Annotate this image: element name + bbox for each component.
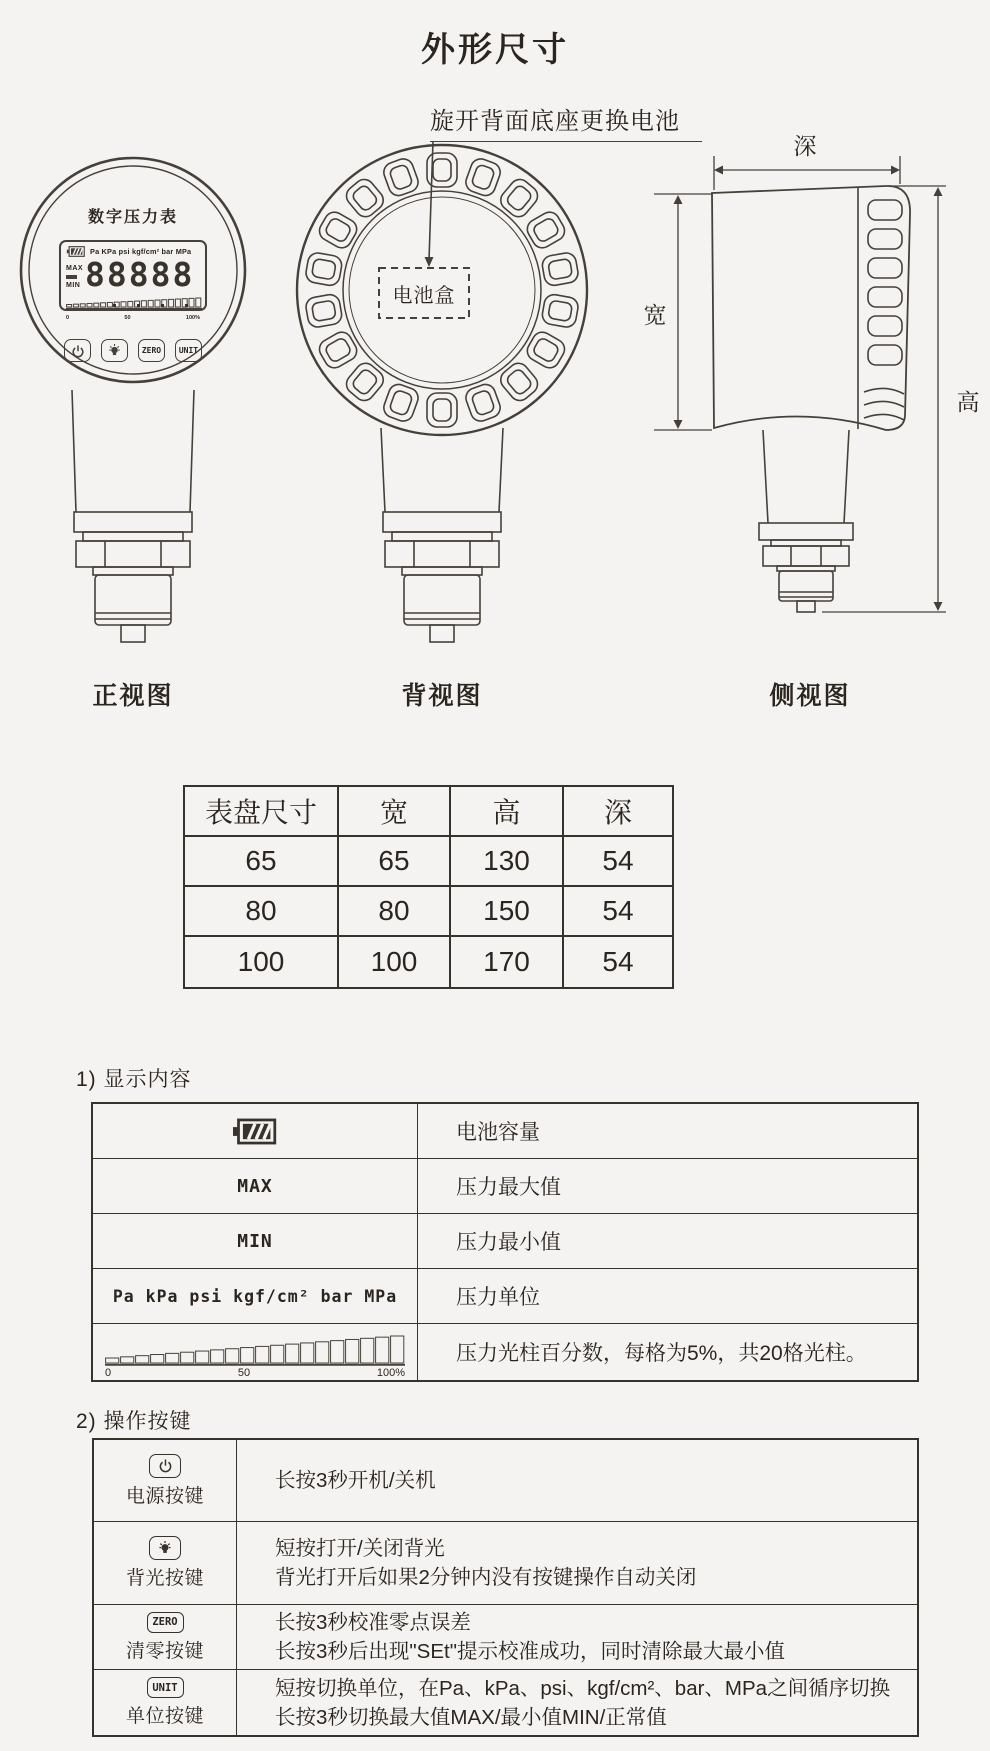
key-desc-cell — [237, 1440, 917, 1522]
section2-heading: 2) 操作按键 — [76, 1410, 192, 1433]
battery-leader-line — [429, 141, 433, 260]
lcd-min-label: MIN — [66, 282, 81, 290]
size-table-cell: 54 — [564, 837, 672, 887]
desc-line: 背光打开后如果2分钟内没有按键操作自动关闭 — [275, 1566, 697, 1589]
size-table — [183, 785, 674, 989]
lcd-minus-sign — [66, 275, 77, 279]
key-desc-cell — [237, 1522, 917, 1605]
lcd-digits: 88888 — [85, 255, 195, 294]
size-table-cell: 65 — [339, 837, 451, 887]
size-table-cell: 130 — [451, 837, 564, 887]
size-table-cell: 65 — [185, 837, 339, 887]
bar-scale-50: 50 — [237, 1366, 251, 1379]
bar-graph-symbol-cell — [93, 1324, 418, 1380]
battery-icon — [233, 1118, 277, 1145]
backlight-key-cell — [94, 1522, 237, 1605]
desc-cell: 压力最大值 — [418, 1159, 917, 1214]
key-name: 清零按键 — [125, 1640, 204, 1662]
dimension-lines — [654, 156, 946, 612]
lcd-decimal-point — [113, 304, 116, 307]
size-table-cell: 54 — [602, 946, 634, 977]
power-icon — [71, 344, 85, 358]
desc-line: 长按3秒校准零点误差 — [275, 1611, 471, 1634]
desc-cell: 电池容量 — [418, 1104, 917, 1159]
lcd-bar-graph — [66, 296, 202, 310]
desc-line: 长按3秒切换最大值MAX/最小值MIN/正常值 — [275, 1705, 667, 1729]
size-table-cell: 150 — [451, 887, 564, 937]
backlight-icon — [108, 343, 121, 358]
desc-cell: 压力最小值 — [418, 1214, 917, 1269]
bar-scale-0: 0 — [105, 1366, 112, 1379]
display-content-table — [91, 1102, 919, 1382]
power-key-pill — [149, 1454, 181, 1478]
key-name: 背光按键 — [125, 1568, 204, 1589]
section1-heading: 1) 显示内容 — [76, 1068, 192, 1091]
lcd-decimal-point — [161, 304, 164, 307]
lcd-decimal-point — [185, 304, 188, 307]
operation-keys-table — [92, 1438, 919, 1737]
size-table-header-cell: 高 — [451, 787, 564, 837]
side-view-drawing — [712, 186, 910, 612]
lcd-units: Pa KPa psi kgf/cm² bar MPa — [90, 247, 192, 256]
power-key-cell — [94, 1440, 237, 1522]
zero-key-pill: ZERO — [147, 1612, 184, 1633]
desc-line: 长按3秒开机/关机 — [275, 1469, 436, 1492]
max-symbol-cell: MAX — [93, 1159, 418, 1214]
desc-cell: 压力单位 — [418, 1269, 917, 1324]
desc-line: 短按打开/关闭背光 — [275, 1537, 445, 1560]
zero-key-cell — [94, 1605, 237, 1670]
battery-box-label: 电池盒 — [392, 284, 456, 307]
size-table-cell: 54 — [564, 887, 672, 937]
unit-key-cell — [94, 1670, 237, 1735]
depth-dim-label: 深 — [793, 133, 817, 159]
size-table-cell: 80 — [339, 887, 451, 937]
device-title: 数字压力表 — [87, 209, 178, 226]
key-name: 单位按键 — [125, 1706, 204, 1727]
lcd-scale-100: 100% — [185, 315, 200, 321]
key-desc-cell — [237, 1605, 917, 1670]
height-dim-label: 高 — [956, 389, 980, 415]
key-name: 电源按键 — [125, 1485, 204, 1507]
battery-leader-arrow — [425, 257, 434, 267]
backlight-key-pill — [149, 1536, 181, 1560]
desc-cell: 压力光柱百分数，每格为5%，共20格光柱。 — [456, 1342, 867, 1365]
power-button — [64, 339, 91, 362]
size-table-header-cell: 表盘尺寸 — [185, 787, 339, 837]
size-table-cell: 80 — [185, 887, 339, 937]
side-view-label: 侧视图 — [769, 682, 851, 710]
size-table-cell: 100 — [185, 937, 339, 987]
key-desc-cell — [237, 1670, 917, 1735]
lcd-decimal-point — [137, 304, 140, 307]
front-buttons — [64, 339, 202, 362]
lcd-max-label: MAX — [66, 264, 84, 272]
back-view-drawing — [297, 141, 587, 642]
desc-line: 短按切换单位，在Pa、kPa、psi、kgf/cm²、bar、MPa之间循序切换 — [275, 1676, 891, 1700]
zero-button: ZERO — [138, 339, 165, 362]
lcd-scale-50: 50 — [124, 315, 131, 321]
battery-symbol-cell — [93, 1104, 418, 1159]
page-title: 外形尺寸 — [421, 31, 569, 69]
units-symbol-cell: Pa kPa psi kgf/cm² bar MPa — [93, 1269, 418, 1324]
battery-icon — [66, 246, 86, 257]
front-view-drawing — [21, 158, 245, 642]
front-view-label: 正视图 — [92, 682, 174, 710]
desc-line: 长按3秒后出现"SEt"提示校准成功，同时清除最大最小值 — [275, 1640, 785, 1663]
min-symbol-cell: MIN — [93, 1214, 418, 1269]
width-dim-label: 宽 — [643, 302, 667, 328]
size-table-header-cell: 深 — [564, 787, 672, 837]
unit-button: UNIT — [175, 339, 202, 362]
backlight-icon — [158, 1540, 172, 1556]
backlight-button — [101, 339, 128, 362]
back-view-label: 背视图 — [401, 682, 483, 710]
size-table-header-cell: 宽 — [339, 787, 451, 837]
size-table-cell: 170 — [451, 937, 564, 987]
battery-annotation: 旋开背面底座更换电池 — [430, 101, 702, 142]
bar-scale-100: 100% — [376, 1366, 405, 1379]
bar-graph-icon — [105, 1326, 405, 1366]
unit-key-pill: UNIT — [147, 1677, 184, 1698]
power-icon — [158, 1458, 173, 1473]
size-table-cell: 100 — [339, 937, 451, 987]
lcd-scale-0: 0 — [66, 315, 70, 321]
lcd-display — [59, 240, 207, 321]
